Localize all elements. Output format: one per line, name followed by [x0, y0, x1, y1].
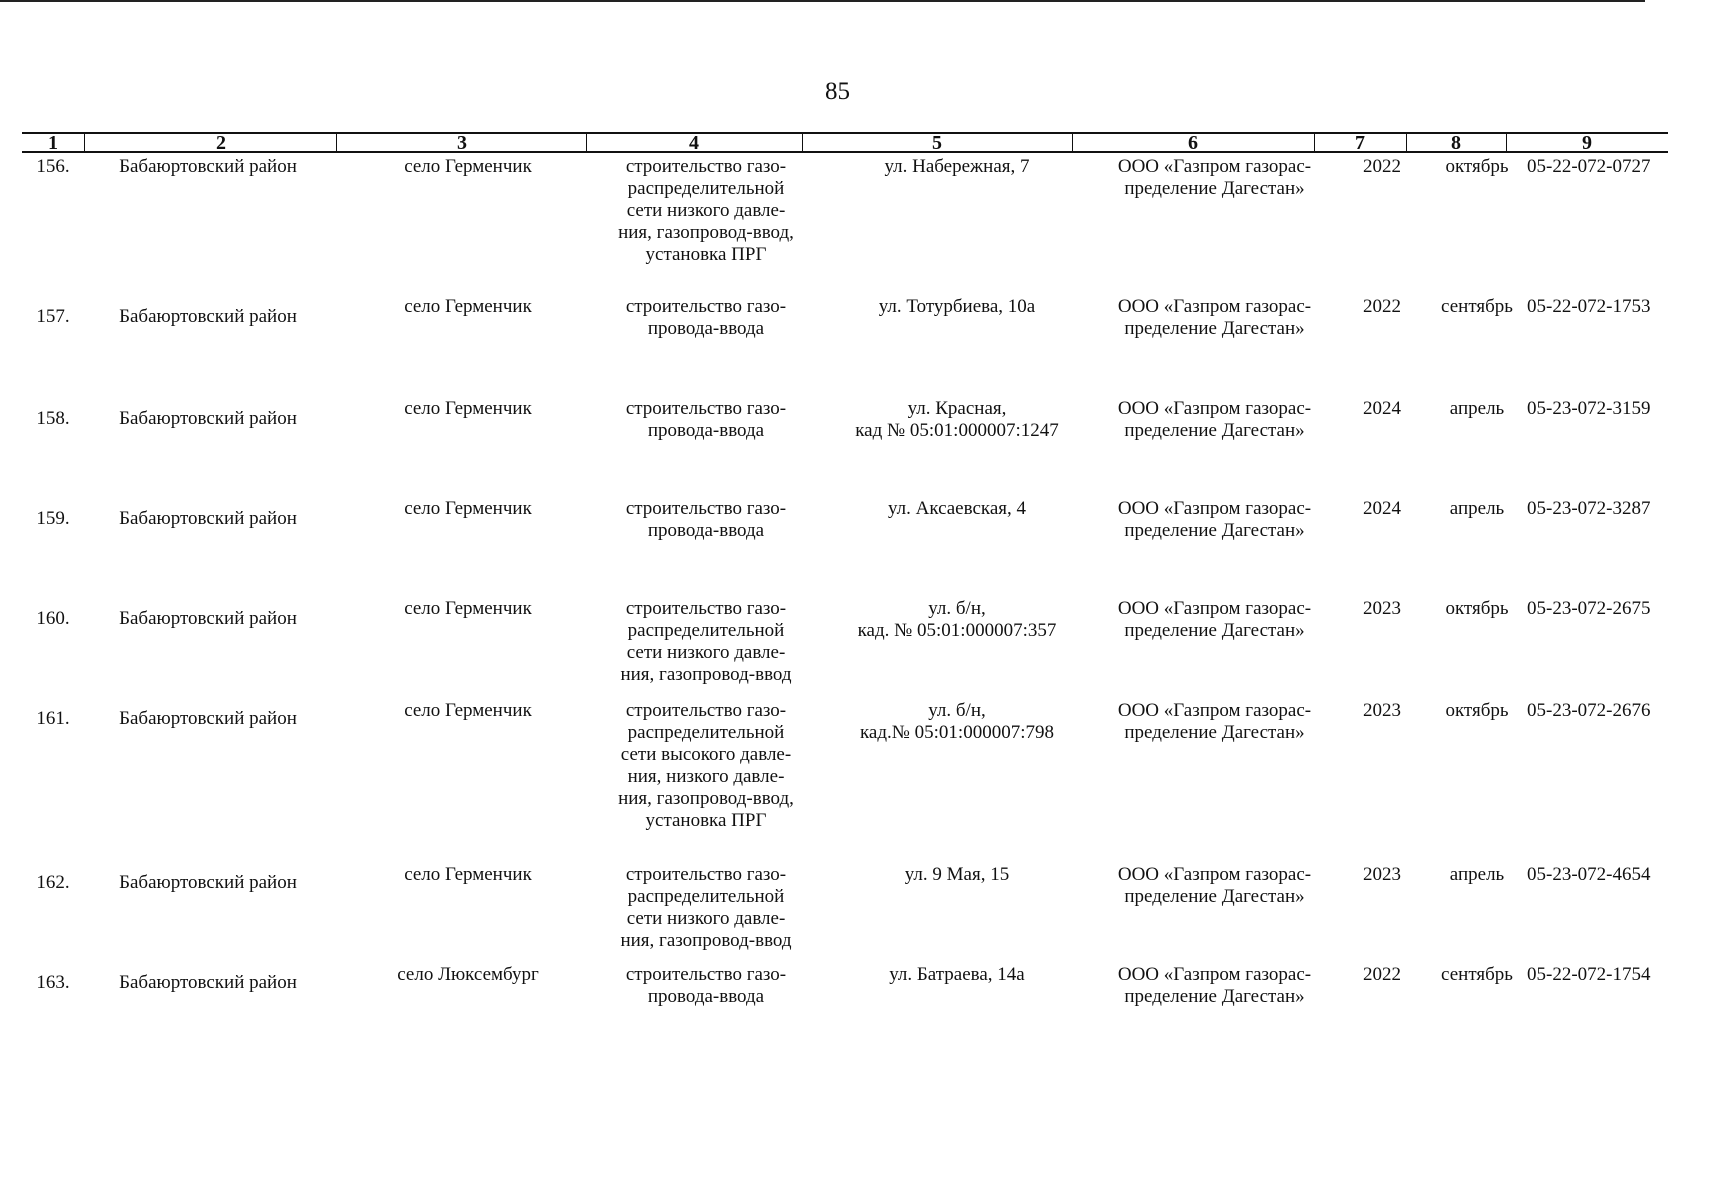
year-cell: 2022 [1363, 156, 1401, 177]
organization-cell: ООО «Газпром газорас- пределение Дагестан» [1117, 398, 1312, 441]
work-cell: строительство газо- распределительной сети низкого давле- ния, газопровод-ввод [620, 864, 792, 951]
organization-cell: ООО «Газпром газорас- пределение Дагестан» [1117, 964, 1312, 1007]
work-cell: строительство газо- распределительной сети низкого давле- ния, газопровод-ввод, установка ПРГ [618, 156, 794, 265]
code-cell: 05-23-072-3287 [1527, 498, 1651, 519]
organization-cell: ООО «Газпром газорас- пределение Дагестан» [1117, 598, 1312, 641]
column-header-5: 5 [932, 132, 942, 154]
code-cell: 05-23-072-3159 [1527, 398, 1651, 419]
address-cell: ул. 9 Мая, 15 [904, 864, 1010, 885]
code-cell: 05-22-072-1754 [1527, 964, 1651, 985]
row-number: 157. [36, 306, 70, 327]
month-cell: октябрь [1445, 598, 1509, 619]
column-header-8: 8 [1451, 132, 1461, 154]
month-cell: апрель [1449, 864, 1505, 885]
address-cell: ул. б/н, кад.№ 05:01:000007:798 [859, 700, 1054, 743]
work-cell: строительство газо- распределительной сети низкого давле- ния, газопровод-ввод [620, 598, 792, 685]
settlement-cell: село Герменчик [404, 864, 532, 885]
row-number: 161. [36, 708, 70, 729]
organization-cell: ООО «Газпром газорас- пределение Дагестан» [1117, 156, 1312, 199]
district-cell: Бабаюртовский район [119, 708, 297, 729]
address-cell: ул. б/н, кад. № 05:01:000007:357 [857, 598, 1057, 641]
work-cell: строительство газо- провода-ввода [625, 296, 787, 339]
district-cell: Бабаюртовский район [119, 972, 297, 993]
month-cell: апрель [1449, 398, 1505, 419]
row-number: 156. [36, 156, 70, 177]
settlement-cell: село Герменчик [404, 498, 532, 519]
year-cell: 2023 [1363, 864, 1401, 885]
settlement-cell: село Герменчик [404, 156, 532, 177]
organization-cell: ООО «Газпром газорас- пределение Дагестан» [1117, 864, 1312, 907]
code-cell: 05-22-072-1753 [1527, 296, 1651, 317]
settlement-cell: село Герменчик [404, 296, 532, 317]
district-cell: Бабаюртовский район [119, 872, 297, 893]
year-cell: 2022 [1363, 964, 1401, 985]
code-cell: 05-23-072-4654 [1527, 864, 1651, 885]
settlement-cell: село Герменчик [404, 398, 532, 419]
district-cell: Бабаюртовский район [119, 608, 297, 629]
month-cell: сентябрь [1441, 964, 1513, 985]
address-cell: ул. Тотурбиева, 10а [878, 296, 1036, 317]
page-number: 85 [825, 78, 850, 105]
year-cell: 2023 [1363, 598, 1401, 619]
year-cell: 2024 [1363, 498, 1401, 519]
code-cell: 05-23-072-2675 [1527, 598, 1651, 619]
district-cell: Бабаюртовский район [119, 508, 297, 529]
district-cell: Бабаюртовский район [119, 306, 297, 327]
organization-cell: ООО «Газпром газорас- пределение Дагестан» [1117, 700, 1312, 743]
year-cell: 2023 [1363, 700, 1401, 721]
work-cell: строительство газо- распределительной сети высокого давле- ния, низкого давле- ния, газопровод-ввод, установка ПРГ [618, 700, 794, 831]
row-number: 162. [36, 872, 70, 893]
month-cell: апрель [1449, 498, 1505, 519]
year-cell: 2022 [1363, 296, 1401, 317]
address-cell: ул. Набережная, 7 [884, 156, 1030, 177]
settlement-cell: село Герменчик [404, 700, 532, 721]
scan-top-edge [0, 0, 1645, 2]
row-number: 158. [36, 408, 70, 429]
column-header-9: 9 [1582, 132, 1592, 154]
column-header-2: 2 [216, 132, 226, 154]
month-cell: октябрь [1445, 700, 1509, 721]
settlement-cell: село Люксембург [397, 964, 539, 985]
district-cell: Бабаюртовский район [119, 156, 297, 177]
work-cell: строительство газо- провода-ввода [625, 398, 787, 441]
year-cell: 2024 [1363, 398, 1401, 419]
code-cell: 05-22-072-0727 [1527, 156, 1651, 177]
organization-cell: ООО «Газпром газорас- пределение Дагестан» [1117, 498, 1312, 541]
work-cell: строительство газо- провода-ввода [625, 498, 787, 541]
month-cell: октябрь [1445, 156, 1509, 177]
work-cell: строительство газо- провода-ввода [625, 964, 787, 1007]
table-header [22, 128, 1668, 152]
row-number: 159. [36, 508, 70, 529]
address-cell: ул. Красная, кад № 05:01:000007:1247 [855, 398, 1059, 441]
column-header-4: 4 [689, 132, 699, 154]
row-number: 160. [36, 608, 70, 629]
column-header-7: 7 [1355, 132, 1365, 154]
settlement-cell: село Герменчик [404, 598, 532, 619]
column-header-3: 3 [457, 132, 467, 154]
month-cell: сентябрь [1441, 296, 1513, 317]
row-number: 163. [36, 972, 70, 993]
organization-cell: ООО «Газпром газорас- пределение Дагестан» [1117, 296, 1312, 339]
column-header-1: 1 [48, 132, 58, 154]
column-header-6: 6 [1188, 132, 1198, 154]
address-cell: ул. Батраева, 14а [889, 964, 1025, 985]
code-cell: 05-23-072-2676 [1527, 700, 1651, 721]
district-cell: Бабаюртовский район [119, 408, 297, 429]
address-cell: ул. Аксаевская, 4 [887, 498, 1027, 519]
